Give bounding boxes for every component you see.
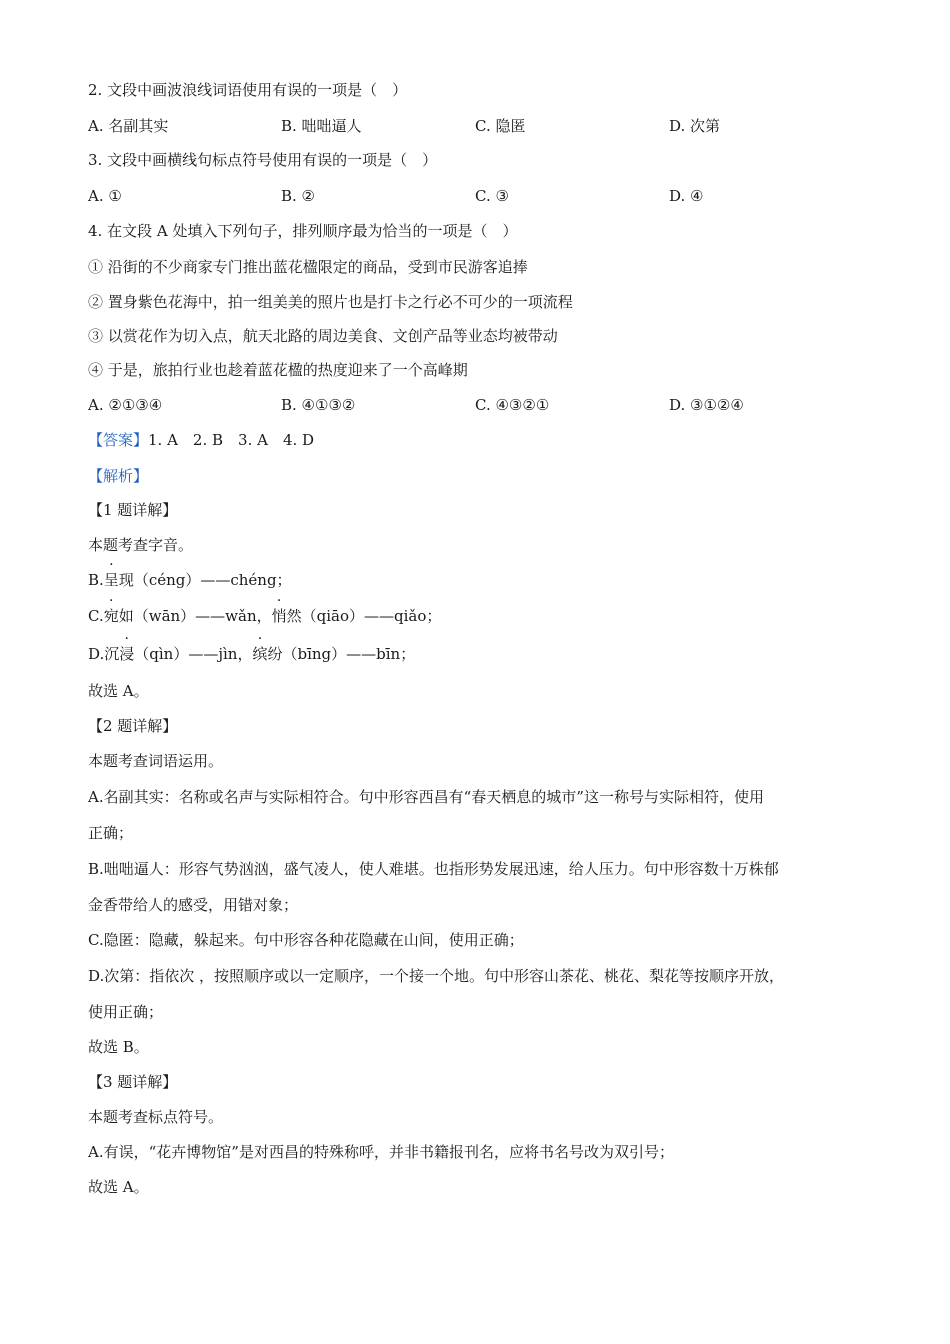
answer-text: 1. A 2. B 3. A 4. D (148, 431, 315, 449)
detail-1-intro: 本题考查字音。 (88, 536, 194, 554)
q4-option-d: D. ③①②④ (669, 396, 744, 414)
analysis-label: 【解析】 (88, 467, 149, 485)
q4-sentence-2: ② 置身紫色花海中，拍一组美美的照片也是打卡之行必不可少的一项流程 (88, 293, 573, 311)
q2-option-a: A. 名副其实 (88, 117, 169, 135)
item-prefix: C. (88, 607, 104, 625)
detail-1-item-c (88, 606, 441, 626)
emphasis-char: 缤 (252, 645, 268, 663)
detail-2-d-line2: 使用正确； (88, 1003, 164, 1021)
answer-label: 【答案】 (88, 431, 149, 449)
detail-2-c: C.隐匿：隐藏，躲起来。句中形容各种花隐藏在山间，使用正确； (88, 931, 524, 949)
detail-1-item-d (88, 644, 415, 664)
q3-option-a: A. ① (88, 187, 122, 205)
detail-3-a: A.有误，“花卉博物馆”是对西昌的特殊称呼，并非书籍报刊名，应将书名号改为双引号； (88, 1143, 674, 1161)
detail-2-intro: 本题考查词语运用。 (88, 752, 224, 770)
q3-option-c: C. ③ (475, 187, 509, 205)
emphasis-char: 呈 (103, 571, 119, 589)
answer-line (88, 430, 314, 450)
detail-2-title: 【2 题详解】 (88, 717, 178, 735)
item-text: 如（wān）——wǎn， (118, 607, 272, 625)
detail-2-b-line2: 金香带给人的感受，用错对象； (88, 896, 299, 914)
detail-1-item-b (88, 570, 292, 590)
q4-option-b: B. ④①③② (281, 396, 356, 414)
detail-1-conclusion: 故选 A。 (88, 682, 149, 700)
detail-2-conclusion: 故选 B。 (88, 1038, 149, 1056)
q4-option-a: A. ②①③④ (88, 396, 163, 414)
detail-2-b-line1: B.咄咄逼人：形容气势汹汹，盛气凌人，使人难堪。也指形势发展迅速，给人压力。句中形容数十万株郁 (88, 860, 779, 878)
question-2-stem: 2. 文段中画波浪线词语使用有误的一项是（ ） (88, 81, 408, 99)
detail-3-intro: 本题考查标点符号。 (88, 1108, 224, 1126)
item-prefix: D.沉 (88, 645, 120, 663)
item-text: 纷（bīng）——bīn； (267, 645, 416, 663)
detail-2-a-line2: 正确； (88, 824, 134, 842)
q4-sentence-4: ④ 于是，旅拍行业也趁着蓝花楹的热度迎来了一个高峰期 (88, 361, 468, 379)
q4-sentence-3: ③ 以赏花作为切入点，航天北路的周边美食、文创产品等业态均被带动 (88, 327, 558, 345)
question-3-stem: 3. 文段中画横线句标点符号使用有误的一项是（ ） (88, 151, 438, 169)
item-text: 然（qiāo）——qiǎo； (286, 607, 442, 625)
emphasis-char: 宛 (103, 607, 119, 625)
detail-2-d-line1: D.次第：指依次 ，按照顺序或以一定顺序，一个接一个地。句中形容山茶花、桃花、梨花等按顺序开放， (88, 967, 785, 985)
detail-3-title: 【3 题详解】 (88, 1073, 178, 1091)
q3-option-d: D. ④ (669, 187, 704, 205)
item-text: （qìn）——jìn， (134, 645, 253, 663)
emphasis-char: 悄 (271, 607, 287, 625)
question-4-stem: 4. 在文段 A 处填入下列句子，排列顺序最为恰当的一项是（ ） (88, 222, 518, 240)
q4-sentence-1: ① 沿街的不少商家专门推出蓝花楹限定的商品，受到市民游客追捧 (88, 258, 528, 276)
q4-option-c: C. ④③②① (475, 396, 550, 414)
emphasis-char: 浸 (119, 645, 135, 663)
item-prefix: B. (88, 571, 104, 589)
detail-3-conclusion: 故选 A。 (88, 1178, 149, 1196)
q3-option-b: B. ② (281, 187, 316, 205)
detail-1-title: 【1 题详解】 (88, 501, 178, 519)
q2-option-b: B. 咄咄逼人 (281, 117, 362, 135)
item-text: 现（céng）——chéng； (118, 571, 292, 589)
q2-option-c: C. 隐匿 (475, 117, 526, 135)
q2-option-d: D. 次第 (669, 117, 721, 135)
detail-2-a-line1: A.名副其实：名称或名声与实际相符合。句中形容西昌有“春天栖息的城市”这一称号与实际相符，使用 (88, 788, 764, 806)
